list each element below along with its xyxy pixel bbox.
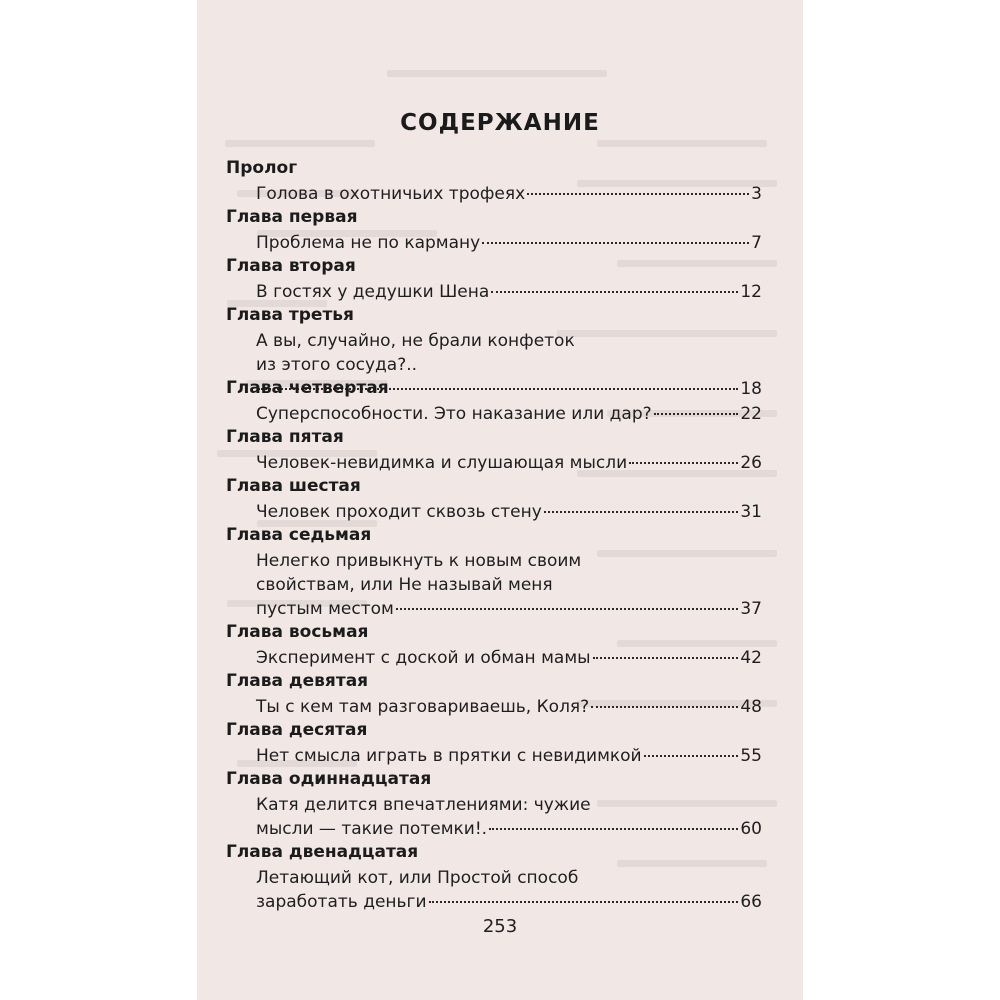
chapter-entry bbox=[256, 866, 762, 914]
bleed-through-mark bbox=[617, 260, 777, 267]
bleed-through-mark bbox=[597, 140, 767, 147]
entry-title-line: Ты с кем там разговариваешь, Коля? bbox=[256, 697, 590, 717]
chapter-entry bbox=[256, 500, 762, 524]
entry-page-number: 55 bbox=[740, 746, 762, 766]
chapter-heading: Глава четвертая bbox=[226, 378, 389, 398]
chapter-entry bbox=[256, 182, 762, 206]
entry-title-line: Проблема не по карману bbox=[256, 233, 481, 253]
entry-title-line: Нелегко привыкнуть к новым своим bbox=[256, 551, 582, 571]
entry-leader-line bbox=[256, 695, 762, 719]
entry-title-line: Голова в охотничьих трофеях bbox=[256, 184, 526, 204]
dot-leader bbox=[654, 413, 739, 415]
dot-leader bbox=[591, 706, 738, 708]
entry-title-line: Человек проходит сквозь стену bbox=[256, 502, 542, 522]
toc-title: СОДЕРЖАНИЕ bbox=[400, 110, 600, 136]
dot-leader bbox=[527, 193, 749, 195]
page-number: 253 bbox=[482, 916, 518, 937]
dot-leader bbox=[482, 242, 749, 244]
entry-title-line: пустым местом bbox=[256, 599, 394, 619]
entry-title-line: Нет смысла играть в прятки с невидимкой bbox=[256, 746, 642, 766]
entry-title-line: Летающий кот, или Простой способ bbox=[256, 868, 579, 888]
chapter-entry bbox=[256, 451, 762, 475]
entry-leader-line bbox=[256, 817, 762, 841]
dot-leader bbox=[396, 608, 739, 610]
dot-leader bbox=[593, 657, 739, 659]
chapter-entry bbox=[256, 744, 762, 768]
chapter-entry bbox=[256, 402, 762, 426]
entry-title-line: Человек-невидимка и слушающая мысли bbox=[256, 453, 628, 473]
entry-page-number: 12 bbox=[740, 282, 762, 302]
chapter-heading: Глава вторая bbox=[226, 256, 356, 276]
entry-page-number: 42 bbox=[740, 648, 762, 668]
entry-leader-line bbox=[256, 500, 762, 524]
chapter-heading: Глава пятая bbox=[226, 427, 344, 447]
entry-title-line: Катя делится впечатлениями: чужие bbox=[256, 795, 591, 815]
entry-page-number: 3 bbox=[751, 184, 762, 204]
entry-leader-line bbox=[256, 231, 762, 255]
entry-leader-line bbox=[256, 646, 762, 670]
entry-title-line: В гостях у дедушки Шена bbox=[256, 282, 490, 302]
entry-page-number: 48 bbox=[740, 697, 762, 717]
chapter-heading: Глава первая bbox=[226, 207, 358, 227]
entry-page-number: 66 bbox=[740, 892, 762, 912]
dot-leader bbox=[429, 901, 739, 903]
chapter-heading: Глава девятая bbox=[226, 671, 369, 691]
entry-title-line: заработать деньги bbox=[256, 892, 427, 912]
dot-leader bbox=[491, 291, 738, 293]
chapter-entry bbox=[256, 231, 762, 255]
entry-page-number: 26 bbox=[740, 453, 762, 473]
entry-title-line: свойствам, или Не называй меня bbox=[256, 575, 553, 595]
entry-page-number: 7 bbox=[751, 233, 762, 253]
chapter-heading: Глава одиннадцатая bbox=[226, 769, 432, 789]
entry-page-number: 22 bbox=[740, 404, 762, 424]
chapter-entry bbox=[256, 280, 762, 304]
chapter-heading: Глава десятая bbox=[226, 720, 368, 740]
entry-leader-line bbox=[256, 280, 762, 304]
chapter-entry bbox=[256, 549, 762, 621]
chapter-heading: Глава восьмая bbox=[226, 622, 369, 642]
entry-leader-line bbox=[256, 451, 762, 475]
chapter-heading: Глава двенадцатая bbox=[226, 842, 419, 862]
bleed-through-mark bbox=[225, 140, 375, 147]
entry-title-line: мысли — такие потемки!. bbox=[256, 819, 488, 839]
entry-title-line: из этого сосуда?.. bbox=[256, 355, 418, 375]
chapter-heading: Глава третья bbox=[226, 305, 354, 325]
chapter-heading: Пролог bbox=[226, 158, 298, 178]
entry-page-number: 37 bbox=[740, 599, 762, 619]
dot-leader bbox=[644, 755, 739, 757]
entry-page-number: 60 bbox=[740, 819, 762, 839]
entry-page-number: 18 bbox=[740, 379, 762, 399]
dot-leader bbox=[629, 462, 738, 464]
chapter-entry bbox=[256, 793, 762, 841]
bleed-through-mark bbox=[387, 70, 607, 77]
entry-leader-line bbox=[256, 890, 762, 914]
entry-leader-line bbox=[256, 744, 762, 768]
entry-leader-line bbox=[256, 597, 762, 621]
entry-leader-line bbox=[256, 402, 762, 426]
chapter-entry bbox=[256, 646, 762, 670]
book-page bbox=[197, 0, 803, 1000]
entry-leader-line bbox=[256, 182, 762, 206]
entry-title-line: А вы, случайно, не брали конфеток bbox=[256, 331, 575, 351]
chapter-entry bbox=[256, 695, 762, 719]
entry-page-number: 31 bbox=[740, 502, 762, 522]
dot-leader bbox=[489, 828, 738, 830]
entry-title-line: Эксперимент с доской и обман мамы bbox=[256, 648, 591, 668]
entry-title-line: Суперспособности. Это наказание или дар? bbox=[256, 404, 652, 424]
chapter-heading: Глава шестая bbox=[226, 476, 361, 496]
chapter-heading: Глава седьмая bbox=[226, 525, 372, 545]
dot-leader bbox=[544, 511, 739, 513]
